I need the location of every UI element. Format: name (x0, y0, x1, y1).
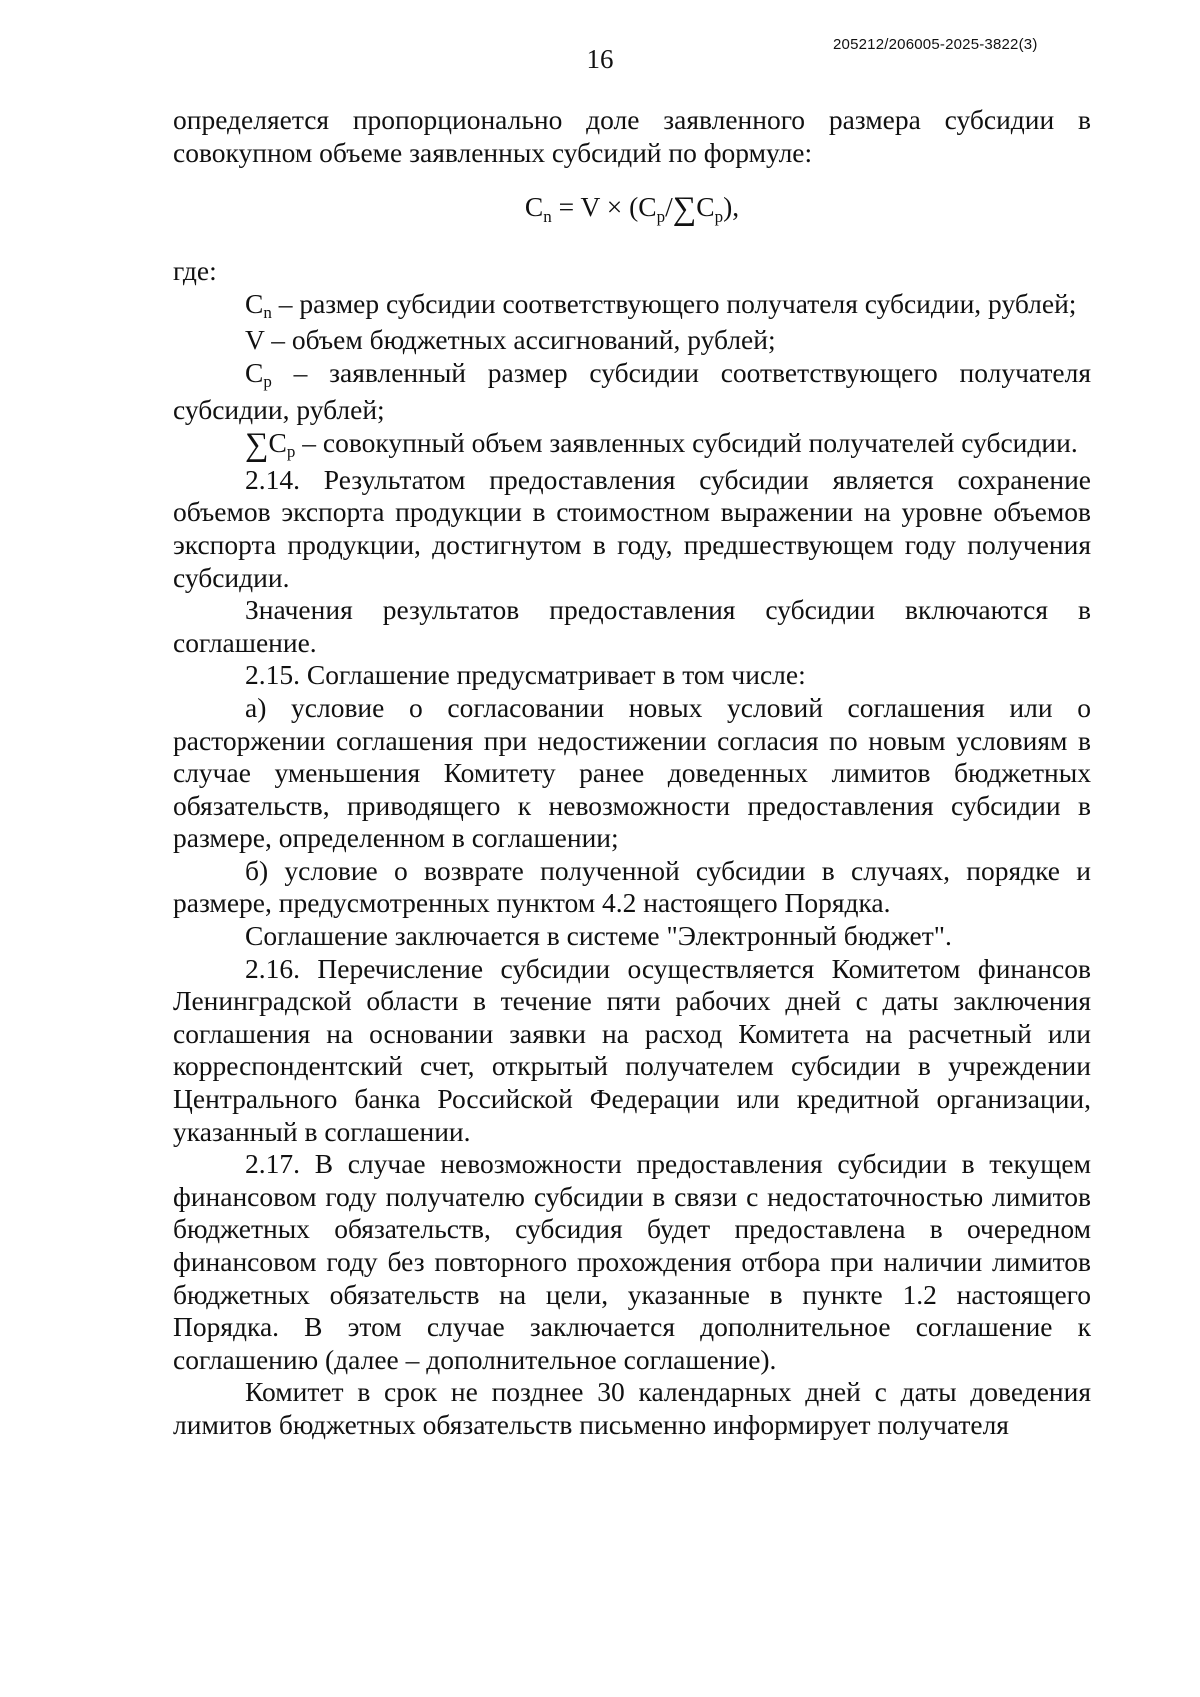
sigma-symbol: ∑ (672, 191, 697, 228)
formula-slash: / (665, 191, 673, 223)
def-sigma-symbol: ∑ (245, 427, 269, 464)
def-cp-var: C (245, 356, 264, 388)
def-sum-var: C (268, 427, 287, 459)
def-cp-text: – заявленный размер субсидии соответствующего получателя субсидии, рублей; (173, 356, 1091, 425)
formula-lhs (524, 191, 552, 227)
def-sum-text: – совокупный объем заявленных субсидий получателей субсидии. (295, 427, 1078, 459)
paragraph-intro: определяется пропорционально доле заявленного размера субсидии в совокупном объеме заявленных субсидий по формуле: (173, 104, 1091, 168)
formula-sub-n: n (543, 207, 552, 227)
formula-c2: C (696, 191, 715, 223)
def-cn-var: C (245, 287, 264, 319)
formula-c: C (524, 191, 544, 223)
formula-equals-v: = V × (C (558, 191, 657, 223)
paragraph-2-17: 2.17. В случае невозможности предоставления субсидии в текущем финансовом году получателю субсидии в связи с недостаточностью лимитов бюджетных обязательств, субсидия будет предоставлена в очередном финансовом году без повторного прохождения отбора при наличии лимитов бюджетных обязательств на цели, указанные в пункте 1.2 настоящего Порядка. В этом случае заключается дополнительное соглашение к соглашению (далее – дополнительное соглашение). (173, 1148, 1091, 1375)
def-cn-sub: n (263, 302, 272, 322)
paragraph-2-16: 2.16. Перечисление субсидии осуществляется Комитетом финансов Ленинградской области в течение пяти рабочих дней с даты заключения соглашения на основании заявки на расход Комитета на расчетный или корреспондентский счет, открытый получателем субсидии в учреждении Центрального банка Российской Федерации или кредитной организации, указанный в соглашении. (173, 952, 1091, 1147)
document-body (173, 104, 1091, 1442)
document-number: 205212/206005-2025-3822(3) (833, 36, 1038, 53)
formula-sub-p2: p (714, 207, 724, 227)
paragraph-2-14: 2.14. Результатом предоставления субсидии является сохранение объемов экспорта продукции в стоимостном выражении на уровне объемов экспорта продукции, достигнутом в году, предшествующем году получения субсидии. (173, 463, 1091, 593)
paragraph-item-a: а) условие о согласовании новых условий соглашения или о расторжении соглашения при недостижении согласия по новым условиям в случае уменьшения Комитету ранее доведенных лимитов бюджетных обязательств, приводящего к невозможности предоставления субсидии в размере, определенном в соглашении; (173, 691, 1091, 854)
paragraph-result-values: Значения результатов предоставления субсидии включаются в соглашение. (173, 594, 1091, 658)
definition-cp (173, 357, 1091, 426)
definition-sum-cp (173, 426, 1091, 464)
where-label: где: (173, 255, 217, 287)
paragraph-item-b: б) условие о возврате полученной субсидии в случаях, порядке и размере, предусмотренных пунктом 4.2 настоящего Порядка. (173, 854, 1091, 919)
def-cn-text: – размер субсидии соответствующего получателя субсидии, рублей; (271, 287, 1077, 319)
paragraph-committee: Комитет в срок не позднее 30 календарных дней с даты доведения лимитов бюджетных обязательств письменно информирует получателя (173, 1376, 1091, 1440)
formula-sub-p: p (656, 207, 666, 227)
subsidy-formula (173, 186, 1091, 231)
paragraph-2-15: 2.15. Соглашение предусматривает в том числе: (245, 659, 806, 691)
definition-v: V – объем бюджетных ассигнований, рублей; (245, 324, 776, 356)
formula-close: ), (723, 191, 740, 223)
def-cp-sub: p (263, 371, 272, 391)
def-sum-sub: p (286, 442, 296, 462)
page-number: 16 (586, 44, 614, 74)
definition-cn (173, 288, 1091, 325)
paragraph-electronic-budget: Соглашение заключается в системе "Электронный бюджет". (245, 920, 952, 952)
